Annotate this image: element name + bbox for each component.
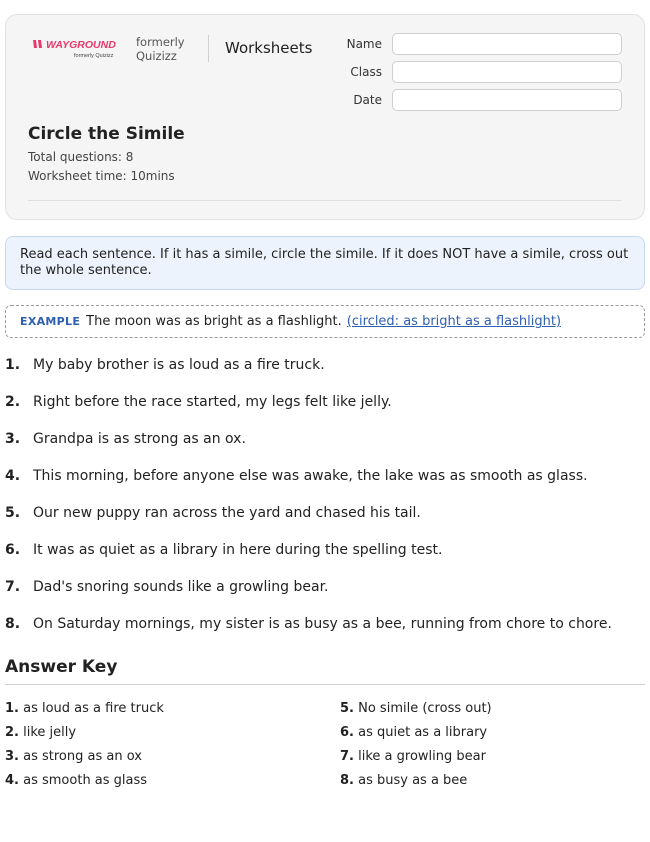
- answer-key-item: [340, 701, 492, 716]
- worksheet-title: Circle the Simile: [28, 124, 185, 144]
- question-text: It was as quiet as a library in here during the spelling test.: [33, 542, 443, 558]
- answer-key-item: [5, 725, 76, 740]
- question-text: Grandpa is as strong as an ox.: [33, 431, 246, 447]
- question-item: [5, 579, 328, 595]
- answer-number: 5.: [340, 701, 354, 716]
- question-item: [5, 394, 392, 410]
- wayground-logo: [28, 38, 120, 60]
- question-item: [5, 542, 442, 558]
- question-number: 5.: [5, 505, 21, 521]
- answer-key-item: [340, 725, 487, 740]
- example-box: [5, 305, 645, 338]
- question-item: [5, 357, 325, 373]
- answer-key-rule: [5, 684, 645, 685]
- worksheet-time: Worksheet time: 10mins: [28, 169, 175, 183]
- example-sentence: The moon was as bright as a flashlight.: [86, 314, 342, 329]
- question-number: 7.: [5, 579, 21, 595]
- answer-key-item: [340, 773, 467, 788]
- total-questions: Total questions: 8: [28, 150, 134, 164]
- header-rule: [28, 200, 622, 201]
- answer-key-item: [340, 749, 486, 764]
- date-field[interactable]: [392, 89, 622, 111]
- answer-number: 8.: [340, 773, 354, 788]
- answer-text: like jelly: [23, 725, 77, 740]
- question-item: [5, 616, 612, 632]
- example-tag: EXAMPLE: [20, 315, 81, 328]
- question-number: 2.: [5, 394, 21, 410]
- formerly-note: [136, 35, 185, 63]
- answer-text: No simile (cross out): [358, 701, 492, 716]
- header-divider: [208, 35, 209, 62]
- question-number: 6.: [5, 542, 21, 558]
- answer-text: as loud as a fire truck: [23, 701, 164, 716]
- name-field[interactable]: [392, 33, 622, 55]
- section-title: Worksheets: [225, 39, 313, 57]
- example-answer: (circled: as bright as a flashlight): [346, 314, 562, 329]
- question-item: [5, 505, 421, 521]
- answer-text: as quiet as a library: [358, 725, 488, 740]
- question-number: 3.: [5, 431, 21, 447]
- question-item: [5, 431, 246, 447]
- answer-number: 4.: [5, 773, 19, 788]
- answer-number: 6.: [340, 725, 354, 740]
- answer-key-item: [5, 701, 164, 716]
- answer-number: 1.: [5, 701, 19, 716]
- question-number: 4.: [5, 468, 21, 484]
- date-label: Date: [353, 93, 382, 107]
- logo-subtext: formerly Quizizz: [74, 53, 114, 59]
- question-text: Our new puppy ran across the yard and chased his tail.: [33, 505, 421, 521]
- instructions-box: Read each sentence. If it has a simile, circle the simile. If it does NOT have a simile, cross out the whole sentence.: [5, 236, 645, 290]
- answer-key-title: Answer Key: [5, 657, 118, 677]
- question-text: This morning, before anyone else was awake, the lake was as smooth as glass.: [33, 468, 588, 484]
- name-label: Name: [346, 37, 382, 51]
- answer-text: like a growling bear: [358, 749, 486, 764]
- answer-number: 7.: [340, 749, 354, 764]
- question-number: 8.: [5, 616, 21, 632]
- answer-text: as strong as an ox: [23, 749, 142, 764]
- class-label: Class: [350, 65, 382, 79]
- question-text: Right before the race started, my legs felt like jelly.: [33, 394, 392, 410]
- question-number: 1.: [5, 357, 21, 373]
- formerly-line-2: Quizizz: [136, 49, 177, 63]
- question-text: My baby brother is as loud as a fire truck.: [33, 357, 325, 373]
- logo-wordmark: WAYGROUND: [46, 39, 116, 51]
- question-text: On Saturday mornings, my sister is as busy as a bee, running from chore to chore.: [33, 616, 612, 632]
- formerly-line-1: formerly: [136, 35, 185, 49]
- answer-key-item: [5, 749, 142, 764]
- question-text: Dad's snoring sounds like a growling bear.: [33, 579, 329, 595]
- answer-number: 2.: [5, 725, 19, 740]
- question-item: [5, 468, 588, 484]
- class-field[interactable]: [392, 61, 622, 83]
- answer-key-item: [5, 773, 147, 788]
- answer-text: as smooth as glass: [23, 773, 148, 788]
- answer-text: as busy as a bee: [358, 773, 468, 788]
- answer-number: 3.: [5, 749, 19, 764]
